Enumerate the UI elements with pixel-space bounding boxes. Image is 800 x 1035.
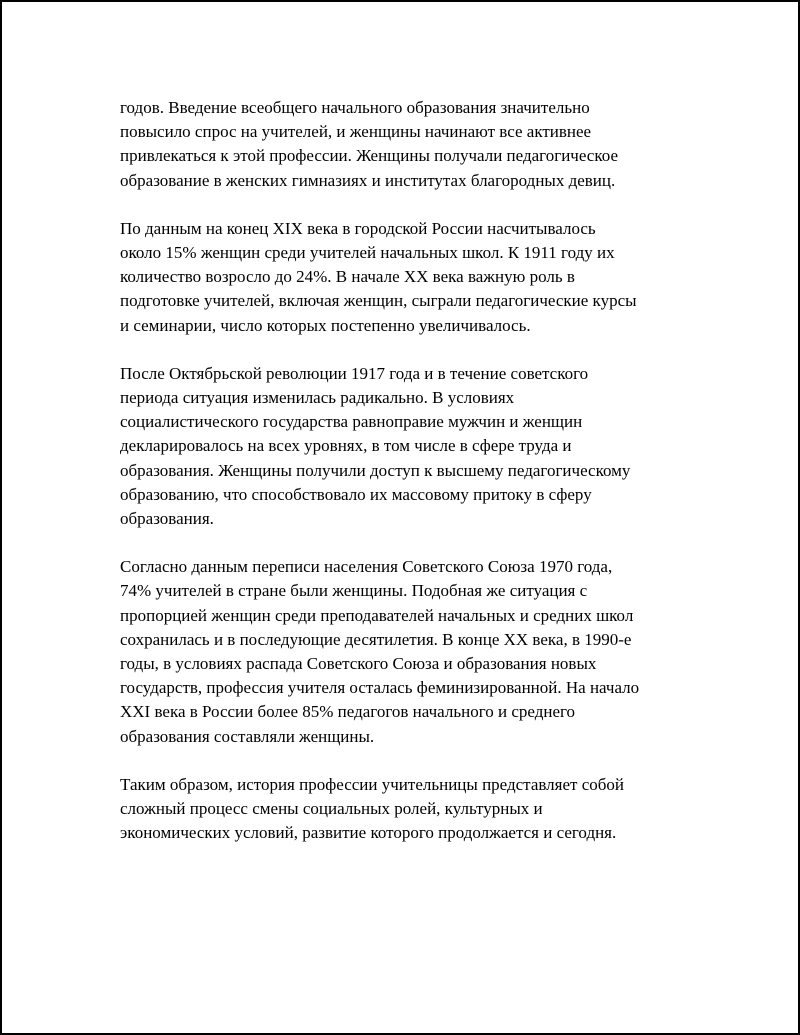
- text-line: Согласно данным переписи населения Советского Союза 1970 года,: [120, 557, 613, 577]
- text-line: образования.: [120, 509, 214, 529]
- text-line: количество возросло до 24%. В начале XX века важную роль в: [120, 267, 575, 287]
- paragraph-1: [120, 96, 700, 193]
- document-body: [120, 96, 700, 869]
- paragraph-5: [120, 773, 700, 846]
- paragraph-3: [120, 362, 700, 531]
- text-line: сложный процесс смены социальных ролей, культурных и: [120, 799, 543, 819]
- text-line: декларировалось на всех уровнях, в том числе в сфере труда и: [120, 436, 572, 456]
- paragraph-2: [120, 217, 700, 338]
- text-line: образования составляли женщины.: [120, 726, 375, 746]
- text-line: привлекаться к этой профессии. Женщины получали педагогическое: [120, 146, 619, 166]
- text-line: сохранилась и в последующие десятилетия. В конце XX века, в 1990-е: [120, 629, 632, 649]
- text-line: пропорцией женщин среди преподавателей начальных и средних школ: [120, 605, 634, 625]
- text-line: Таким образом, история профессии учительницы представляет собой: [120, 774, 624, 794]
- paragraph-4: [120, 555, 700, 749]
- text-line: подготовке учителей, включая женщин, сыграли педагогические курсы: [120, 291, 637, 311]
- text-line: экономических условий, развитие которого продолжается и сегодня.: [120, 823, 617, 843]
- text-line: 74% учителей в стране были женщины. Подобная же ситуация с: [120, 581, 588, 601]
- text-line: XXI века в России более 85% педагогов начального и среднего: [120, 702, 576, 722]
- text-line: годы, в условиях распада Советского Союза и образования новых: [120, 654, 597, 674]
- text-line: периода ситуация изменилась радикально. В условиях: [120, 388, 515, 408]
- text-line: около 15% женщин среди учителей начальных школ. К 1911 году их: [120, 243, 615, 263]
- text-line: образованию, что способствовало их массовому притоку в сферу: [120, 484, 592, 504]
- text-line: социалистического государства равноправие мужчин и женщин: [120, 412, 583, 432]
- text-line: годов. Введение всеобщего начального образования значительно: [120, 98, 590, 117]
- text-line: образования. Женщины получили доступ к высшему педагогическому: [120, 460, 631, 480]
- text-line: После Октябрьской революции 1917 года и в течение советского: [120, 363, 589, 383]
- text-line: и семинарии, число которых постепенно увеличивалось.: [120, 315, 531, 335]
- text-line: По данным на конец XIX века в городской России насчитывалось: [120, 218, 596, 238]
- text-line: государств, профессия учителя осталась феминизированной. На начало: [120, 678, 640, 698]
- text-line: повысило спрос на учителей, и женщины начинают все активнее: [120, 122, 592, 142]
- text-line: образование в женских гимназиях и институтах благородных девиц.: [120, 170, 616, 190]
